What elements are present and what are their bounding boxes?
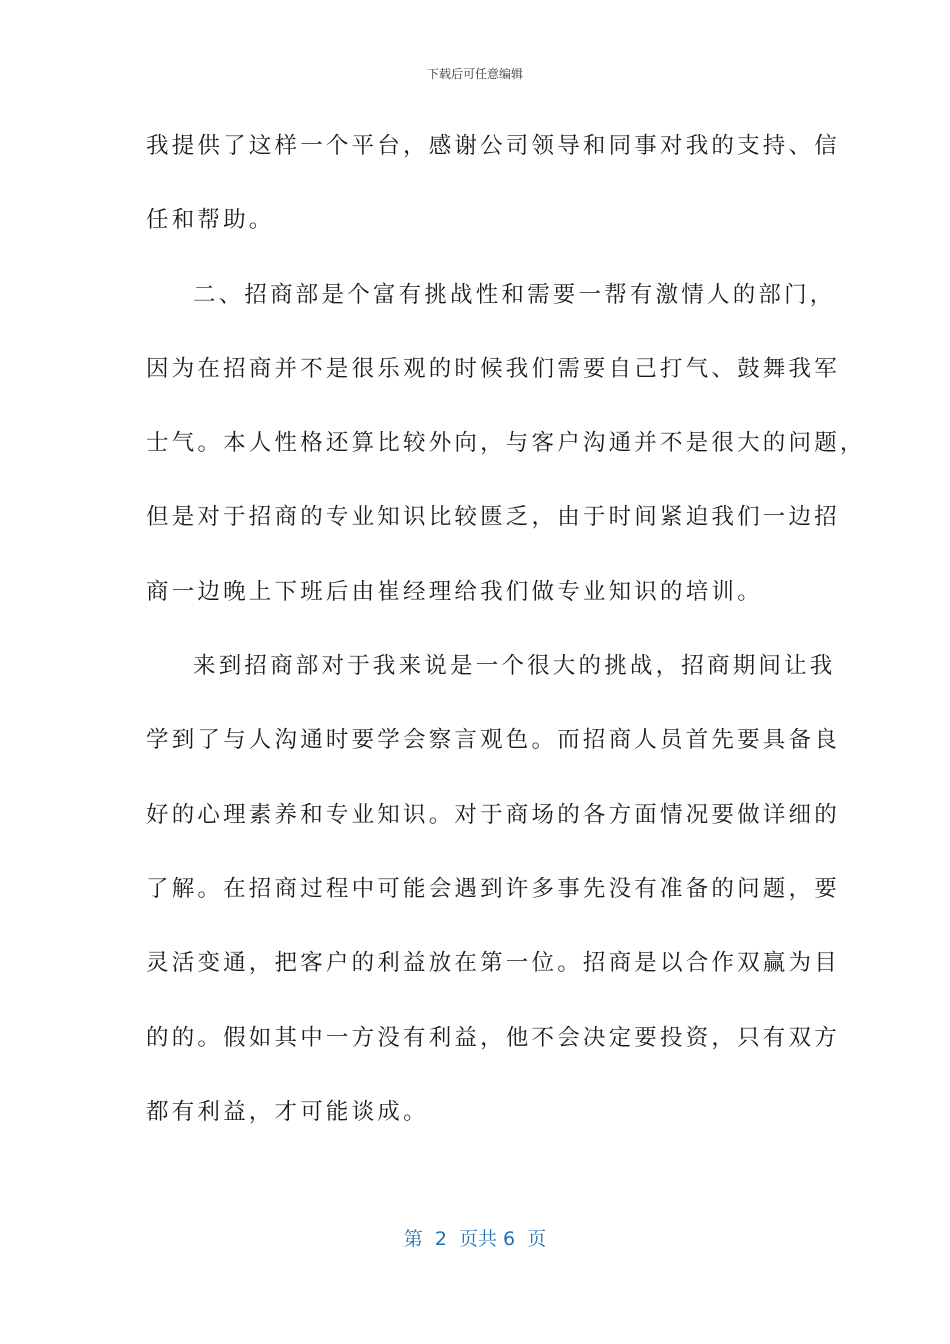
text-line: 商一边晚上下班后由崔经理给我们做专业知识的培训。 [146, 578, 763, 605]
page-header-note: 下载后可任意编辑 [426, 67, 523, 81]
text-line: 任和帮助。 [146, 207, 275, 234]
text-line: 好的心理素养和专业知识。对于商场的各方面情况要做详细的 [146, 801, 840, 828]
page-footer [0, 1226, 950, 1252]
document-body [146, 124, 866, 1164]
page-number-label: 第 2 页共 6 页 [403, 1228, 547, 1250]
text-line: 都有利益，才可能谈成。 [146, 1098, 429, 1125]
text-line-paragraph-start: 二、招商部是个富有挑战性和需要一帮有激情人的部门， [193, 281, 836, 308]
text-line: 灵活变通，把客户的利益放在第一位。招商是以合作双赢为目 [146, 950, 840, 977]
text-line: 士气。本人性格还算比较外向，与客户沟通并不是很大的问题， [146, 430, 866, 457]
text-line: 了解。在招商过程中可能会遇到许多事先没有准备的问题，要 [146, 875, 840, 902]
text-line: 我提供了这样一个平台，感谢公司领导和同事对我的支持、信 [146, 133, 840, 159]
text-line: 但是对于招商的专业知识比较匮乏，由于时间紧迫我们一边招 [146, 504, 840, 531]
text-line: 因为在招商并不是很乐观的时候我们需要自己打气、鼓舞我军 [146, 355, 840, 382]
text-line: 的的。假如其中一方没有利益，他不会决定要投资，只有双方 [146, 1024, 840, 1051]
text-line: 学到了与人沟通时要学会察言观色。而招商人员首先要具备良 [146, 727, 840, 754]
text-line-paragraph-start: 来到招商部对于我来说是一个很大的挑战，招商期间让我 [193, 653, 836, 680]
